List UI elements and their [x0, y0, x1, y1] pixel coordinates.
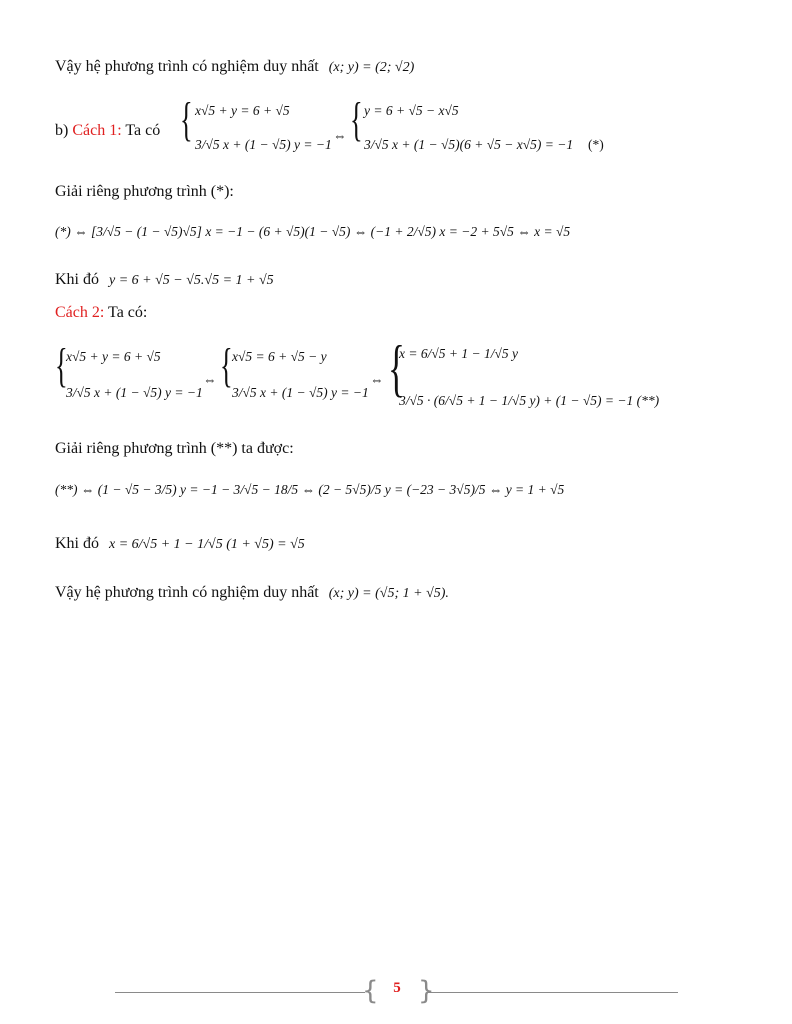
khido-2	[55, 535, 305, 553]
solve-star-text: Giải riêng phương trình (*):	[55, 183, 234, 200]
c2-system-1-row-2: 3/√5 x + (1 − √5) y = −1	[66, 385, 203, 400]
c2-system-1-brace: {	[55, 339, 68, 392]
footer-rule-left	[115, 992, 365, 993]
conclusion-a-text: Vậy hệ phương trình có nghiệm duy nhất	[55, 58, 319, 75]
equiv-1: ⇔	[333, 128, 347, 143]
khido-1-math: y = 6 + √5 − √5.√5 = 1 + √5	[109, 273, 274, 288]
c2-system-2-row-2: 3/√5 x + (1 − √5) y = −1	[232, 385, 369, 400]
part-b-label: b)	[55, 122, 69, 139]
method2-label: Cách 2:	[55, 304, 105, 321]
method1-label: Cách 1:	[72, 122, 122, 139]
c2-system-3-brace: {	[388, 332, 405, 403]
system-2-row-1: y = 6 + √5 − x√5	[364, 103, 459, 118]
c2-system-2-brace: {	[220, 339, 233, 392]
c2-system-3-row-1: x = 6/√5 + 1 − 1/√5 y	[399, 346, 519, 361]
method2-intro	[55, 304, 147, 322]
page-number: 5	[393, 980, 401, 996]
conclusion-b	[55, 584, 449, 602]
khido-1	[55, 271, 274, 289]
conclusion-a-math: (x; y) = (2; √2)	[328, 60, 415, 75]
solve-dstar-text: Giải riêng phương trình (**) ta được:	[55, 440, 294, 457]
star-tag: (*)	[588, 137, 604, 152]
system-1-row-1: x√5 + y = 6 + √5	[195, 103, 290, 118]
system-2-brace: {	[350, 93, 363, 146]
equiv-3: ⇔	[370, 372, 384, 387]
conclusion-b-text: Vậy hệ phương trình có nghiệm duy nhất	[55, 584, 319, 601]
footer-bracket-right: }	[418, 976, 435, 1006]
star-equation: (*) ⇔ [3/√5 − (1 − √5)√5] x = −1 − (6 + √5)(1 − √5) ⇔ (−1 + 2/√5) x = −2 + 5√5 ⇔ x = √5	[55, 224, 571, 239]
c2-system-2-row-1: x√5 = 6 + √5 − y	[232, 349, 327, 364]
part-b-intro	[55, 122, 160, 140]
solve-star-heading	[55, 183, 234, 201]
khido-2-label: Khi đó	[55, 535, 99, 552]
c2-system-1-row-1: x√5 + y = 6 + √5	[66, 349, 161, 364]
taco-text: Ta có	[125, 122, 161, 139]
c2-system-3-row-2: 3/√5 · (6/√5 + 1 − 1/√5 y) + (1 − √5) = −1 (**)	[399, 393, 660, 408]
khido-1-label: Khi đó	[55, 271, 99, 288]
footer-rule-right	[428, 992, 678, 993]
footer-bracket-left: {	[362, 976, 379, 1006]
khido-2-math: x = 6/√5 + 1 − 1/√5 (1 + √5) = √5	[109, 537, 305, 552]
conclusion-a	[55, 58, 414, 76]
conclusion-b-math: (x; y) = (√5; 1 + √5).	[328, 586, 449, 601]
equiv-2: ⇔	[203, 372, 217, 387]
system-2-row-2: 3/√5 x + (1 − √5)(6 + √5 − x√5) = −1	[364, 137, 574, 152]
system-1-brace: {	[180, 93, 193, 146]
system-1-row-2: 3/√5 x + (1 − √5) y = −1	[195, 137, 332, 152]
dstar-equation: (**) ⇔ (1 − √5 − 3/5) y = −1 − 3/√5 − 18/5 ⇔ (2 − 5√5)/5 y = (−23 − 3√5)/5 ⇔ y = 1 + √5	[55, 482, 565, 497]
solve-dstar-heading	[55, 440, 294, 458]
taco2-text: Ta có:	[108, 304, 148, 321]
